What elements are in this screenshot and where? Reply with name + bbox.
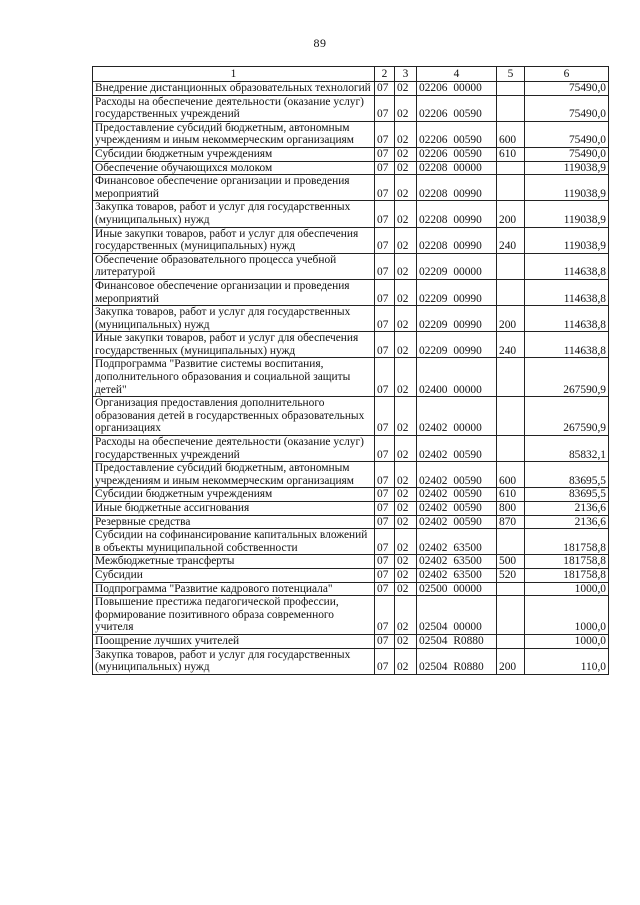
table-row: [93, 175, 609, 201]
table-row: [93, 515, 609, 529]
target-article-cell: 02402 00590: [417, 462, 497, 488]
expense-type-cell: 610: [497, 488, 525, 502]
amount-cell: 181758,8: [525, 568, 609, 582]
row-name-cell: Обеспечение обучающихся молоком: [93, 161, 375, 175]
table-row: [93, 279, 609, 305]
table-row: [93, 227, 609, 253]
amount-cell: 75490,0: [525, 147, 609, 161]
subsection-code-cell: 02: [395, 332, 417, 358]
section-code-cell: 07: [375, 358, 395, 397]
target-article-cell: 02209 00990: [417, 332, 497, 358]
expense-type-cell: [497, 279, 525, 305]
subsection-code-cell: 02: [395, 82, 417, 96]
row-name-cell: Предоставление субсидий бюджетным, автономным учреждениям и иным некоммерческим организациям: [93, 462, 375, 488]
target-article-cell: 02208 00000: [417, 161, 497, 175]
amount-cell: 267590,9: [525, 397, 609, 436]
expense-type-cell: [497, 634, 525, 648]
expense-type-cell: [497, 529, 525, 555]
subsection-code-cell: 02: [395, 634, 417, 648]
expense-type-cell: 600: [497, 121, 525, 147]
row-name-cell: Организация предоставления дополнительного образования детей в государственных образовательных организациях: [93, 397, 375, 436]
row-name-cell: Закупка товаров, работ и услуг для государственных (муниципальных) нужд: [93, 648, 375, 674]
target-article-cell: 02209 00990: [417, 279, 497, 305]
section-code-cell: 07: [375, 596, 395, 635]
row-name-cell: Расходы на обеспечение деятельности (оказание услуг) государственных учреждений: [93, 436, 375, 462]
subsection-code-cell: 02: [395, 253, 417, 279]
expense-type-cell: [497, 397, 525, 436]
expense-type-cell: 500: [497, 555, 525, 569]
row-name-cell: Закупка товаров, работ и услуг для государственных (муниципальных) нужд: [93, 201, 375, 227]
table-row: [93, 332, 609, 358]
amount-cell: 1000,0: [525, 582, 609, 596]
table-row: [93, 358, 609, 397]
row-name-cell: Резервные средства: [93, 515, 375, 529]
section-code-cell: 07: [375, 175, 395, 201]
table-row: [93, 462, 609, 488]
subsection-code-cell: 02: [395, 95, 417, 121]
row-name-cell: Субсидии бюджетным учреждениям: [93, 147, 375, 161]
subsection-code-cell: 02: [395, 306, 417, 332]
target-article-cell: 02206 00590: [417, 121, 497, 147]
subsection-code-cell: 02: [395, 515, 417, 529]
section-code-cell: 07: [375, 279, 395, 305]
target-article-cell: 02402 00590: [417, 515, 497, 529]
expense-type-cell: [497, 436, 525, 462]
page-number: 89: [313, 36, 327, 50]
amount-cell: 83695,5: [525, 462, 609, 488]
amount-cell: 75490,0: [525, 121, 609, 147]
table-row: [93, 648, 609, 674]
expense-type-cell: 800: [497, 502, 525, 516]
section-code-cell: 07: [375, 201, 395, 227]
amount-cell: 1000,0: [525, 634, 609, 648]
subsection-code-cell: 02: [395, 227, 417, 253]
target-article-cell: 02402 63500: [417, 568, 497, 582]
header-col-4: 4: [417, 67, 497, 82]
amount-cell: 114638,8: [525, 306, 609, 332]
section-code-cell: 07: [375, 582, 395, 596]
target-article-cell: 02402 00000: [417, 397, 497, 436]
subsection-code-cell: 02: [395, 121, 417, 147]
table-row: [93, 147, 609, 161]
target-article-cell: 02206 00590: [417, 147, 497, 161]
table-row: [93, 397, 609, 436]
amount-cell: 267590,9: [525, 358, 609, 397]
table-row: [93, 306, 609, 332]
section-code-cell: 07: [375, 436, 395, 462]
subsection-code-cell: 02: [395, 555, 417, 569]
subsection-code-cell: 02: [395, 397, 417, 436]
expense-type-cell: 600: [497, 462, 525, 488]
table-row: [93, 634, 609, 648]
target-article-cell: 02504 00000: [417, 596, 497, 635]
target-article-cell: 02206 00590: [417, 95, 497, 121]
target-article-cell: 02206 00000: [417, 82, 497, 96]
row-name-cell: Иные закупки товаров, работ и услуг для обеспечения государственных (муниципальных) нужд: [93, 332, 375, 358]
subsection-code-cell: 02: [395, 201, 417, 227]
target-article-cell: 02504 R0880: [417, 634, 497, 648]
expense-type-cell: [497, 82, 525, 96]
subsection-code-cell: 02: [395, 279, 417, 305]
header-col-3: 3: [395, 67, 417, 82]
header-col-2: 2: [375, 67, 395, 82]
subsection-code-cell: 02: [395, 582, 417, 596]
target-article-cell: 02402 63500: [417, 529, 497, 555]
expense-type-cell: 520: [497, 568, 525, 582]
section-code-cell: 07: [375, 253, 395, 279]
table-row: [93, 555, 609, 569]
row-name-cell: Расходы на обеспечение деятельности (оказание услуг) государственных учреждений: [93, 95, 375, 121]
target-article-cell: 02402 00590: [417, 488, 497, 502]
row-name-cell: Финансовое обеспечение организации и проведения мероприятий: [93, 175, 375, 201]
expense-type-cell: [497, 175, 525, 201]
target-article-cell: 02402 00590: [417, 436, 497, 462]
expense-type-cell: [497, 95, 525, 121]
amount-cell: 119038,9: [525, 227, 609, 253]
row-name-cell: Подпрограмма "Развитие системы воспитания, дополнительного образования и социальной защиты детей": [93, 358, 375, 397]
subsection-code-cell: 02: [395, 502, 417, 516]
amount-cell: 181758,8: [525, 529, 609, 555]
row-name-cell: Подпрограмма "Развитие кадрового потенциала": [93, 582, 375, 596]
amount-cell: 2136,6: [525, 502, 609, 516]
budget-table-body: [93, 67, 609, 675]
expense-type-cell: [497, 582, 525, 596]
subsection-code-cell: 02: [395, 175, 417, 201]
table-row: [93, 121, 609, 147]
header-col-6: 6: [525, 67, 609, 82]
section-code-cell: 07: [375, 502, 395, 516]
expense-type-cell: [497, 161, 525, 175]
expense-type-cell: 200: [497, 306, 525, 332]
section-code-cell: 07: [375, 515, 395, 529]
amount-cell: 114638,8: [525, 279, 609, 305]
expense-type-cell: 610: [497, 147, 525, 161]
table-row: [93, 201, 609, 227]
expense-type-cell: 200: [497, 648, 525, 674]
amount-cell: 83695,5: [525, 488, 609, 502]
row-name-cell: Предоставление субсидий бюджетным, автономным учреждениям и иным некоммерческим организациям: [93, 121, 375, 147]
table-row: [93, 253, 609, 279]
subsection-code-cell: 02: [395, 529, 417, 555]
amount-cell: 1000,0: [525, 596, 609, 635]
subsection-code-cell: 02: [395, 462, 417, 488]
target-article-cell: 02402 00590: [417, 502, 497, 516]
table-row: [93, 436, 609, 462]
subsection-code-cell: 02: [395, 147, 417, 161]
section-code-cell: 07: [375, 121, 395, 147]
table-row: [93, 568, 609, 582]
section-code-cell: 07: [375, 147, 395, 161]
section-code-cell: 07: [375, 306, 395, 332]
target-article-cell: 02208 00990: [417, 175, 497, 201]
table-row: [93, 82, 609, 96]
subsection-code-cell: 02: [395, 596, 417, 635]
header-col-1: 1: [93, 67, 375, 82]
subsection-code-cell: 02: [395, 488, 417, 502]
target-article-cell: 02400 00000: [417, 358, 497, 397]
target-article-cell: 02209 00000: [417, 253, 497, 279]
expense-type-cell: [497, 358, 525, 397]
section-code-cell: 07: [375, 95, 395, 121]
row-name-cell: Финансовое обеспечение организации и проведения мероприятий: [93, 279, 375, 305]
amount-cell: 85832,1: [525, 436, 609, 462]
amount-cell: 119038,9: [525, 161, 609, 175]
section-code-cell: 07: [375, 82, 395, 96]
amount-cell: 2136,6: [525, 515, 609, 529]
row-name-cell: Поощрение лучших учителей: [93, 634, 375, 648]
target-article-cell: 02209 00990: [417, 306, 497, 332]
table-row: [93, 596, 609, 635]
table-row: [93, 529, 609, 555]
target-article-cell: 02208 00990: [417, 227, 497, 253]
row-name-cell: Повышение престижа педагогической профессии, формирование позитивного образа современного учителя: [93, 596, 375, 635]
header-col-5: 5: [497, 67, 525, 82]
subsection-code-cell: 02: [395, 436, 417, 462]
amount-cell: 75490,0: [525, 95, 609, 121]
target-article-cell: 02208 00990: [417, 201, 497, 227]
table-row: [93, 95, 609, 121]
amount-cell: 181758,8: [525, 555, 609, 569]
amount-cell: 119038,9: [525, 175, 609, 201]
expense-type-cell: 870: [497, 515, 525, 529]
budget-table: [92, 66, 609, 675]
section-code-cell: 07: [375, 397, 395, 436]
table-row: [93, 161, 609, 175]
expense-type-cell: 200: [497, 201, 525, 227]
table-row: [93, 488, 609, 502]
row-name-cell: Субсидии: [93, 568, 375, 582]
section-code-cell: 07: [375, 568, 395, 582]
amount-cell: 75490,0: [525, 82, 609, 96]
section-code-cell: 07: [375, 332, 395, 358]
target-article-cell: 02402 63500: [417, 555, 497, 569]
section-code-cell: 07: [375, 462, 395, 488]
expense-type-cell: 240: [497, 332, 525, 358]
section-code-cell: 07: [375, 227, 395, 253]
subsection-code-cell: 02: [395, 648, 417, 674]
expense-type-cell: 240: [497, 227, 525, 253]
amount-cell: 119038,9: [525, 201, 609, 227]
expense-type-cell: [497, 596, 525, 635]
section-code-cell: 07: [375, 488, 395, 502]
target-article-cell: 02504 R0880: [417, 648, 497, 674]
table-row: [93, 582, 609, 596]
expense-type-cell: [497, 253, 525, 279]
amount-cell: 114638,8: [525, 253, 609, 279]
row-name-cell: Межбюджетные трансферты: [93, 555, 375, 569]
row-name-cell: Субсидии на софинансирование капитальных вложений в объекты муниципальной собственности: [93, 529, 375, 555]
section-code-cell: 07: [375, 529, 395, 555]
subsection-code-cell: 02: [395, 161, 417, 175]
row-name-cell: Закупка товаров, работ и услуг для государственных (муниципальных) нужд: [93, 306, 375, 332]
row-name-cell: Иные бюджетные ассигнования: [93, 502, 375, 516]
subsection-code-cell: 02: [395, 358, 417, 397]
section-code-cell: 07: [375, 161, 395, 175]
section-code-cell: 07: [375, 555, 395, 569]
amount-cell: 114638,8: [525, 332, 609, 358]
subsection-code-cell: 02: [395, 568, 417, 582]
amount-cell: 110,0: [525, 648, 609, 674]
row-name-cell: Обеспечение образовательного процесса учебной литературой: [93, 253, 375, 279]
section-code-cell: 07: [375, 648, 395, 674]
section-code-cell: 07: [375, 634, 395, 648]
row-name-cell: Субсидии бюджетным учреждениям: [93, 488, 375, 502]
column-number-header-row: [93, 67, 609, 82]
row-name-cell: Внедрение дистанционных образовательных технологий: [93, 82, 375, 96]
target-article-cell: 02500 00000: [417, 582, 497, 596]
table-row: [93, 502, 609, 516]
row-name-cell: Иные закупки товаров, работ и услуг для обеспечения государственных (муниципальных) нужд: [93, 227, 375, 253]
